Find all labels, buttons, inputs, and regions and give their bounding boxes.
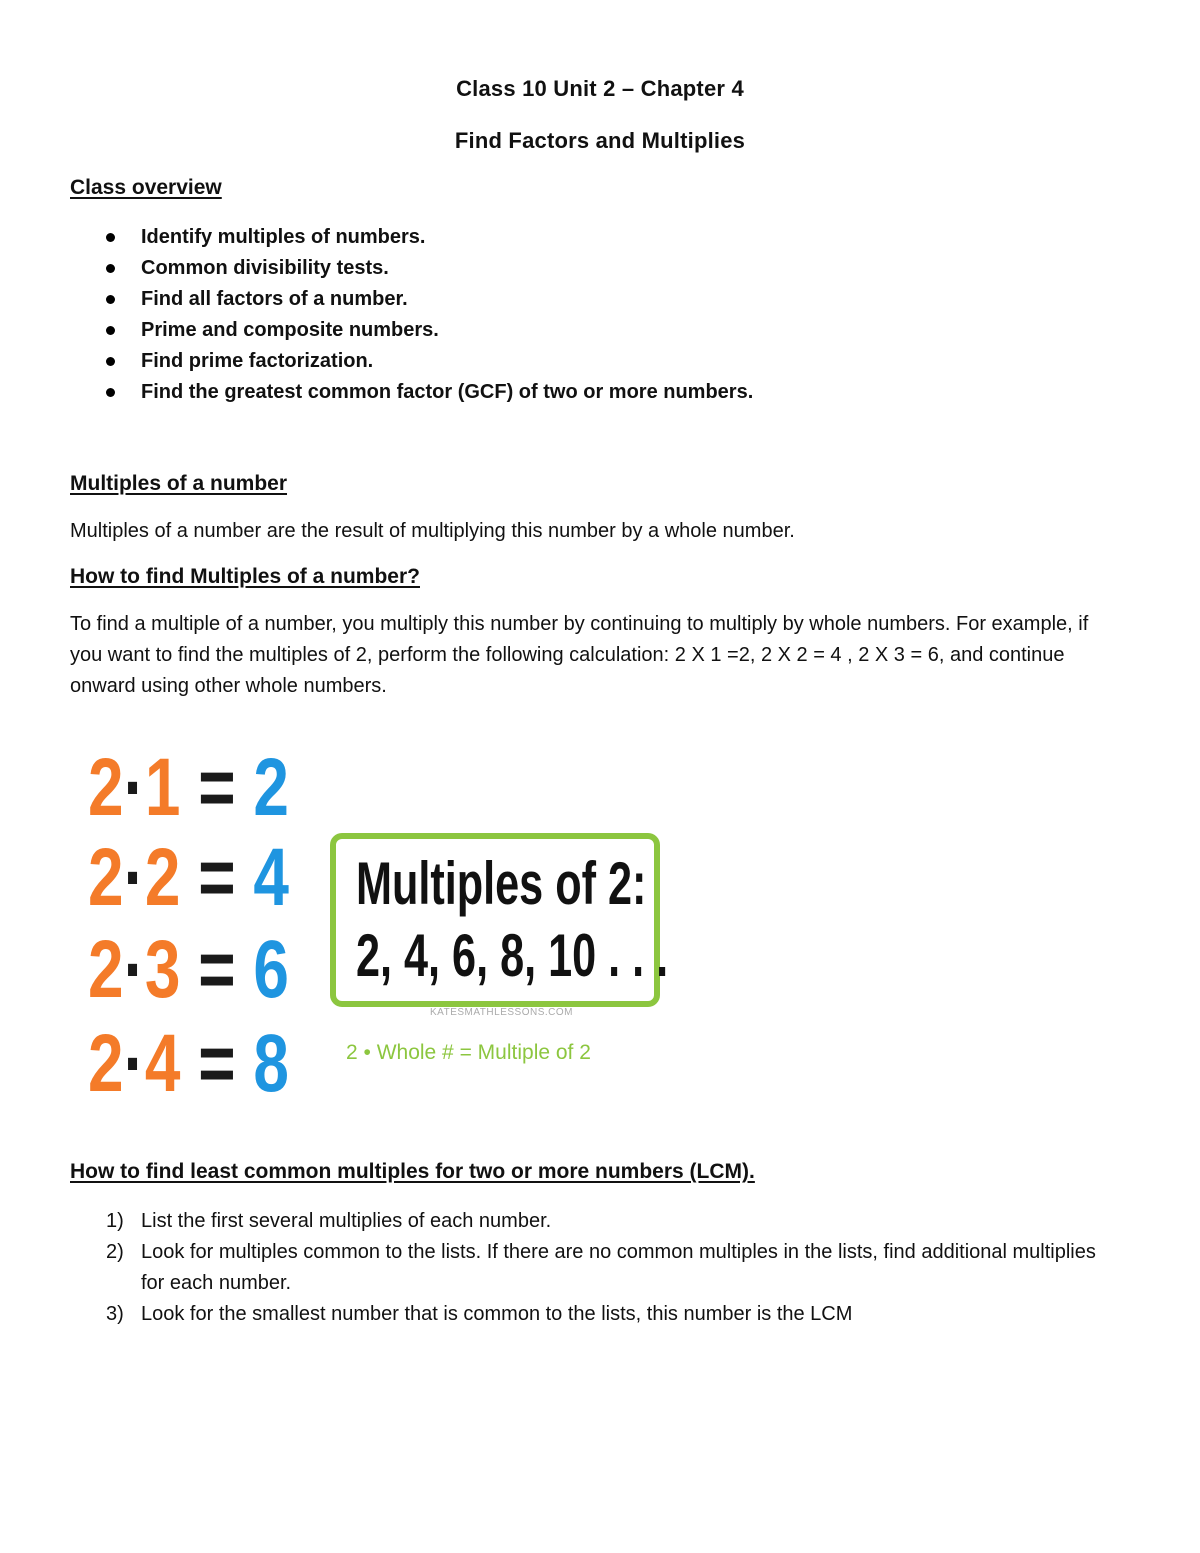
list-item: Find prime factorization. bbox=[70, 346, 753, 377]
bullet-icon bbox=[106, 357, 115, 366]
list-item: 3) Look for the smallest number that is common to the lists, this number is the LCM bbox=[106, 1303, 853, 1325]
multiples-rule: 2 • Whole # = Multiple of 2 bbox=[346, 1041, 591, 1064]
how-to-text: To find a multiple of a number, you multiply this number by continuing to multiply by whole numbers. For example, if you want to find the multiples of 2, perform the following calculation: 2 X 1 =2, 2 X 2 = 4 , 2 X 3 = 6, and continue onward using other whole numbers. bbox=[70, 613, 1089, 697]
how-to-heading: How to find Multiples of a number? bbox=[70, 565, 420, 588]
equation-row: 2·2 = 4 bbox=[88, 832, 289, 923]
list-item: Common divisibility tests. bbox=[70, 253, 753, 284]
multiples-heading: Multiples of a number bbox=[70, 472, 288, 495]
bullet-icon bbox=[106, 233, 115, 242]
lcm-heading: How to find least common multiples for two or more numbers (LCM). bbox=[70, 1160, 755, 1183]
bullet-icon bbox=[106, 295, 115, 304]
bullet-icon bbox=[106, 326, 115, 335]
list-item: Find all factors of a number. bbox=[70, 284, 753, 315]
equation-row: 2·1 = 2 bbox=[88, 742, 289, 833]
list-item: Find the greatest common factor (GCF) of two or more numbers. bbox=[70, 377, 753, 408]
equation-row: 2·4 = 8 bbox=[88, 1018, 289, 1109]
overview-list bbox=[70, 222, 753, 408]
lcm-steps bbox=[70, 1206, 1120, 1330]
list-item: Identify multiples of numbers. bbox=[70, 222, 753, 253]
document-subtitle: Find Factors and Multiplies bbox=[454, 128, 746, 153]
multiples-box-title: Multiples of 2: bbox=[356, 850, 647, 917]
overview-heading: Class overview bbox=[70, 176, 222, 199]
image-credit: KATESMATHLESSONS.COM bbox=[430, 1007, 573, 1018]
list-item: 1) List the first several multiplies of each number. bbox=[106, 1210, 552, 1232]
list-item: Prime and composite numbers. bbox=[70, 315, 753, 346]
multiples-illustration bbox=[80, 735, 680, 1115]
multiples-definition: Multiples of a number are the result of multiplying this number by a whole number. bbox=[70, 520, 795, 542]
bullet-icon bbox=[106, 388, 115, 397]
bullet-icon bbox=[106, 264, 115, 273]
multiples-box bbox=[330, 833, 669, 1007]
equation-row: 2·3 = 6 bbox=[88, 924, 289, 1015]
multiples-box-values: 2, 4, 6, 8, 10 . . . bbox=[356, 922, 669, 989]
list-item: 2) Look for multiples common to the lists. If there are no common multiples in the lists, find additional multiplies for each number. bbox=[106, 1241, 1096, 1294]
document-title: Class 10 Unit 2 – Chapter 4 bbox=[456, 76, 744, 101]
